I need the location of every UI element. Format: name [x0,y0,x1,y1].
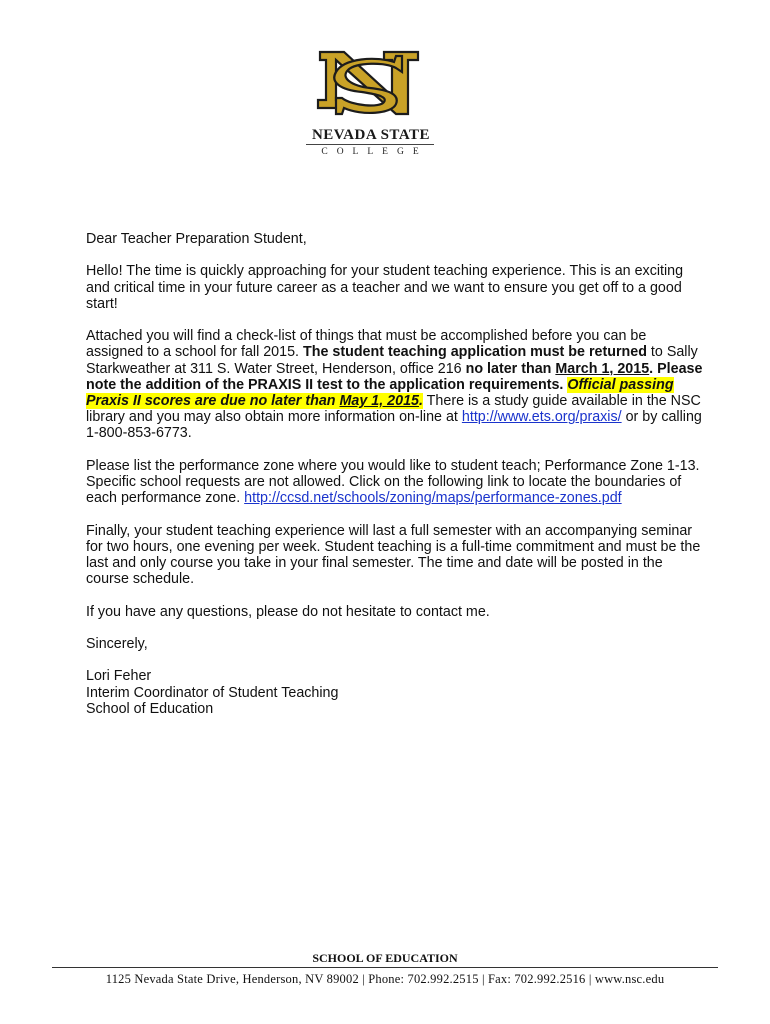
footer-address: 1125 Nevada State Drive, Henderson, NV 89002 | Phone: 702.992.2515 | Fax: 702.992.2516 | www.nsc.edu [105,972,665,986]
praxis-date: May 1, 2015 [339,393,419,409]
signature-department: School of Education [86,700,214,717]
logo-name: NEVADA STATE [311,127,431,143]
logo-subtitle: COLLEGE [321,147,428,157]
text-segment: Please list the performance zone where you would like to student teach; Performance Zone 1-13. Specific school requests are not allowed. Click on the following link to locate the boundaries of each performance zone. [86,457,700,507]
ns-monogram-icon [300,44,440,124]
performance-zones-link[interactable]: http://ccsd.net/schools/zoning/maps/performance-zones.pdf [244,490,622,507]
text-segment: or by calling 1-800-853-6773. [86,409,702,442]
application-date: March 1, 2015 [555,360,650,377]
text-segment: Attached you will find a check-list of things that must be accomplished before you can be assigned to a school for fall 2015. [86,328,647,361]
text-segment: . Please note the addition of the PRAXIS II test to the application requirements. [86,360,703,393]
footer-divider [52,967,718,968]
paragraph-contact: If you have any questions, please do not hesitate to contact me. [86,603,490,620]
logo-divider [306,144,434,145]
paragraph-performance-zone [86,458,706,507]
application-deadline-bold: The student teaching application must be returned [302,344,647,361]
paragraph-application [86,328,706,441]
text-segment: . [418,393,423,409]
text-segment: to Sally Starkweather at 311 S. Water Street, Henderson, office 216 [86,344,698,377]
ets-praxis-link[interactable]: http://www.ets.org/praxis/ [461,409,622,426]
paragraph-intro: Hello! The time is quickly approaching for your student teaching experience. This is an exciting and critical time in your future career as a teacher and we want to ensure you get off to a good start! [86,263,684,312]
closing: Sincerely, [86,635,148,652]
signature-title: Interim Coordinator of Student Teaching [86,684,339,701]
signature-block [86,668,706,717]
college-logo [300,44,440,164]
salutation: Dear Teacher Preparation Student, [86,231,307,247]
letter-body [86,231,706,717]
paragraph-semester: Finally, your student teaching experience will last a full semester with an accompanying seminar for two hours, one evening per week. Student teaching is a full-time commitment and must be the last and only course you take in your final semester. The time and date will be posted in the course schedule. [86,522,701,588]
praxis-deadline-text: Official passing Praxis II scores are due no later than [86,376,674,409]
signature-name: Lori Feher [86,668,152,685]
no-later-than-bold: no later than [465,360,556,377]
footer-title: SCHOOL OF EDUCATION [312,951,458,965]
text-segment: There is a study guide available in the NSC library and you may also obtain more information on-line at [86,393,701,426]
